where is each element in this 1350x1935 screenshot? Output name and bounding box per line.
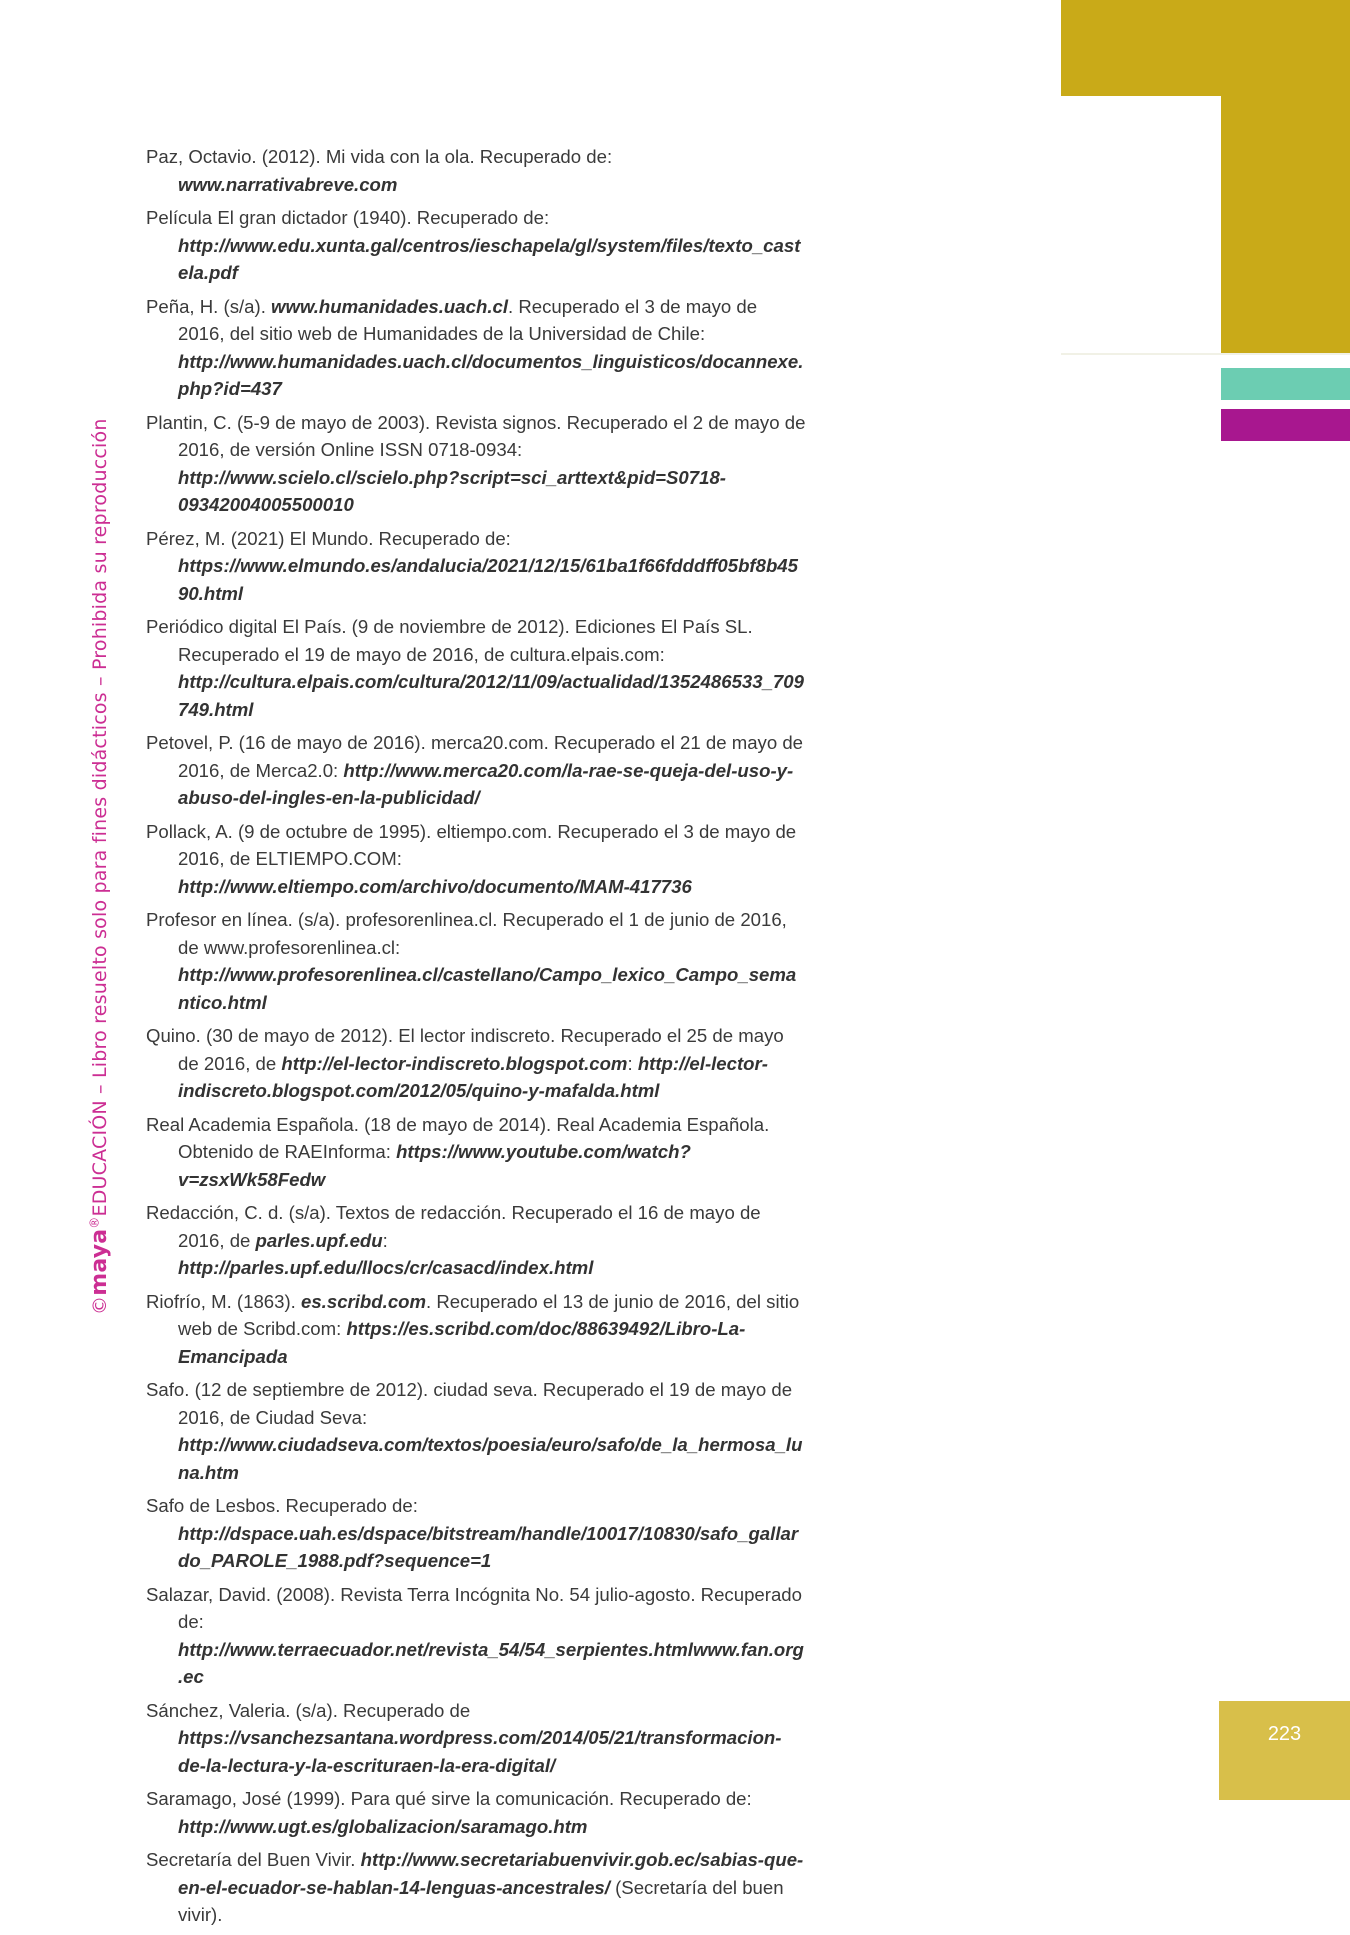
reference-text: (Secretaría del buen vivir).	[178, 1876, 784, 1925]
reference-text: Real Academia Española. (18 de mayo de 2014). Real Academia Española. Obtenido de RAEInforma:	[146, 1113, 770, 1162]
decorative-teal-bar	[1221, 368, 1350, 400]
reference-text: Redacción, C. d. (s/a). Textos de redacción. Recuperado el 16 de mayo de 2016, de	[146, 1202, 761, 1251]
reference-url[interactable]: http://parles.upf.edu/llocs/cr/casacd/index.html	[178, 1257, 594, 1278]
registered-symbol: ®	[87, 1216, 102, 1229]
reference-text: Salazar, David. (2008). Revista Terra Incógnita No. 54 julio-agosto. Recuperado de:	[146, 1583, 802, 1632]
reference-entry	[146, 204, 806, 287]
reference-url[interactable]: www.humanidades.uach.cl	[271, 295, 508, 317]
reference-text: :	[627, 1052, 638, 1074]
reference-entry	[146, 1785, 806, 1840]
reference-entry	[146, 1288, 806, 1371]
reference-entry	[146, 1376, 806, 1486]
reference-entry	[146, 1199, 806, 1282]
reference-text: Película El gran dictador (1940). Recuperado de:	[146, 207, 550, 228]
reference-text: Profesor en línea. (s/a). profesorenlinea.cl. Recuperado el 1 de junio de 2016, de www.profesorenlinea.cl:	[146, 909, 787, 958]
reference-url[interactable]: https://es.scribd.com/doc/88639492/Libro-La-Emancipada	[178, 1318, 746, 1367]
reference-entry	[146, 143, 806, 198]
reference-url[interactable]: http://cultura.elpais.com/cultura/2012/11/09/actualidad/1352486533_709749.html	[178, 671, 804, 720]
page-number-box	[1219, 1701, 1350, 1800]
reference-entry	[146, 1022, 806, 1105]
brand-logo-text: maya	[87, 1228, 112, 1296]
reference-text: Saramago, José (1999). Para qué sirve la comunicación. Recuperado de:	[146, 1788, 752, 1809]
reference-text: Plantin, C. (5-9 de mayo de 2003). Revista signos. Recuperado el 2 de mayo de 2016, de versión Online ISSN 0718-0934:	[146, 411, 806, 460]
reference-text: Petovel, P. (16 de mayo de 2016). merca20.com. Recuperado el 21 de mayo de 2016, de Merca2.0:	[146, 732, 804, 781]
reference-url[interactable]: http://www.merca20.com/la-rae-se-queja-del-uso-y-abuso-del-ingles-en-la-publicidad/	[178, 759, 794, 808]
copyright-side-strip	[87, 418, 112, 1315]
reference-url[interactable]: http://dspace.uah.es/dspace/bitstream/handle/10017/10830/safo_gallardo_PAROLE_1988.pdf?sequence=1	[178, 1522, 799, 1571]
page-number: 223	[1267, 1723, 1302, 1745]
reference-entry	[146, 818, 806, 901]
reference-url[interactable]: http://www.eltiempo.com/archivo/documento/MAM-417736	[178, 875, 692, 897]
reference-text: :	[382, 1229, 388, 1251]
reference-text: . Recuperado el 3 de mayo de 2016, del sitio web de Humanidades de la Universidad de Chile:	[178, 295, 758, 344]
reference-text: Safo de Lesbos. Recuperado de:	[146, 1495, 418, 1516]
decorative-top-block	[1061, 0, 1350, 96]
reference-url[interactable]: http://www.ciudadseva.com/textos/poesia/euro/safo/de_la_hermosa_luna.htm	[178, 1434, 803, 1483]
reference-url[interactable]: https://www.elmundo.es/andalucia/2021/12/15/61ba1f66fdddff05bf8b4590.html	[178, 555, 798, 604]
decorative-olive-bar	[1221, 96, 1350, 353]
reference-entry	[146, 293, 806, 403]
reference-entry	[146, 1846, 806, 1929]
reference-url[interactable]: es.scribd.com	[301, 1290, 427, 1312]
reference-entry	[146, 1111, 806, 1194]
reference-entry	[146, 1581, 806, 1691]
reference-url[interactable]: http://www.ugt.es/globalizacion/saramago.htm	[178, 1815, 588, 1837]
reference-text: Quino. (30 de mayo de 2012). El lector indiscreto. Recuperado el 25 de mayo de 2016, de	[146, 1025, 784, 1074]
reference-entry	[146, 729, 806, 812]
reference-url[interactable]: http://www.secretariabuenvivir.gob.ec/sabias-que-en-el-ecuador-se-hablan-14-lenguas-ancestrales/	[178, 1849, 804, 1898]
reference-text: Safo. (12 de septiembre de 2012). ciudad seva. Recuperado el 19 de mayo de 2016, de Ciudad Seva:	[146, 1379, 793, 1428]
reference-entry	[146, 613, 806, 723]
reference-url[interactable]: parles.upf.edu	[255, 1229, 383, 1251]
reference-url[interactable]: https://www.youtube.com/watch?v=zsxWk58Fedw	[178, 1141, 691, 1190]
reference-entry	[146, 525, 806, 608]
reference-text: Peña, H. (s/a).	[146, 295, 272, 317]
reference-entry	[146, 906, 806, 1016]
reference-text: Paz, Octavio. (2012). Mi vida con la ola. Recuperado de:	[146, 146, 613, 167]
reference-text: Riofrío, M. (1863).	[146, 1290, 301, 1312]
reference-url[interactable]: http://el-lector-indiscreto.blogspot.com/2012/05/quino-y-mafalda.html	[178, 1052, 768, 1101]
copyright-symbol: ©	[89, 1295, 111, 1315]
reference-url[interactable]: http://www.scielo.cl/scielo.php?script=sci_arttext&pid=S0718-09342004005500010	[178, 466, 726, 515]
reference-text: Pérez, M. (2021) El Mundo. Recuperado de:	[146, 527, 511, 549]
reference-text: Secretaría del Buen Vivir.	[146, 1849, 361, 1870]
reference-entry	[146, 1492, 806, 1575]
references-list	[146, 143, 806, 1935]
copyright-notice: EDUCACIÓN – Libro resuelto solo para fines didácticos – Prohibida su reproducción	[89, 418, 111, 1217]
reference-text: Pollack, A. (9 de octubre de 1995). eltiempo.com. Recuperado el 3 de mayo de 2016, de ELTIEMPO.COM:	[146, 820, 797, 869]
reference-url[interactable]: http://www.profesorenlinea.cl/castellano/Campo_lexico_Campo_semantico.html	[178, 964, 797, 1013]
reference-text: Periódico digital El País. (9 de noviembre de 2012). Ediciones El País SL. Recuperado el 19 de mayo de 2016, de cultura.elpais.com:	[146, 616, 753, 665]
reference-entry	[146, 1697, 806, 1780]
decorative-magenta-bar	[1221, 409, 1350, 441]
reference-text: . Recuperado el 13 de junio de 2016, del sitio web de Scribd.com:	[178, 1290, 800, 1339]
reference-url[interactable]: http://www.edu.xunta.gal/centros/ieschapela/gl/system/files/texto_castela.pdf	[178, 234, 801, 283]
reference-url[interactable]: https://vsanchezsantana.wordpress.com/2014/05/21/transformacion-de-la-lectura-y-la-escrituraen-la-era-digital/	[178, 1727, 782, 1776]
reference-url[interactable]: http://el-lector-indiscreto.blogspot.com	[281, 1052, 628, 1074]
reference-text: Sánchez, Valeria. (s/a). Recuperado de	[146, 1699, 471, 1721]
reference-url[interactable]: http://www.terraecuador.net/revista_54/54_serpientes.htmlwww.fan.org.ec	[178, 1638, 804, 1687]
reference-url[interactable]: www.narrativabreve.com	[178, 173, 398, 195]
reference-url[interactable]: http://www.humanidades.uach.cl/documentos_linguisticos/docannexe.php?id=437	[178, 350, 804, 399]
decorative-divider	[1061, 353, 1350, 355]
reference-entry	[146, 409, 806, 519]
